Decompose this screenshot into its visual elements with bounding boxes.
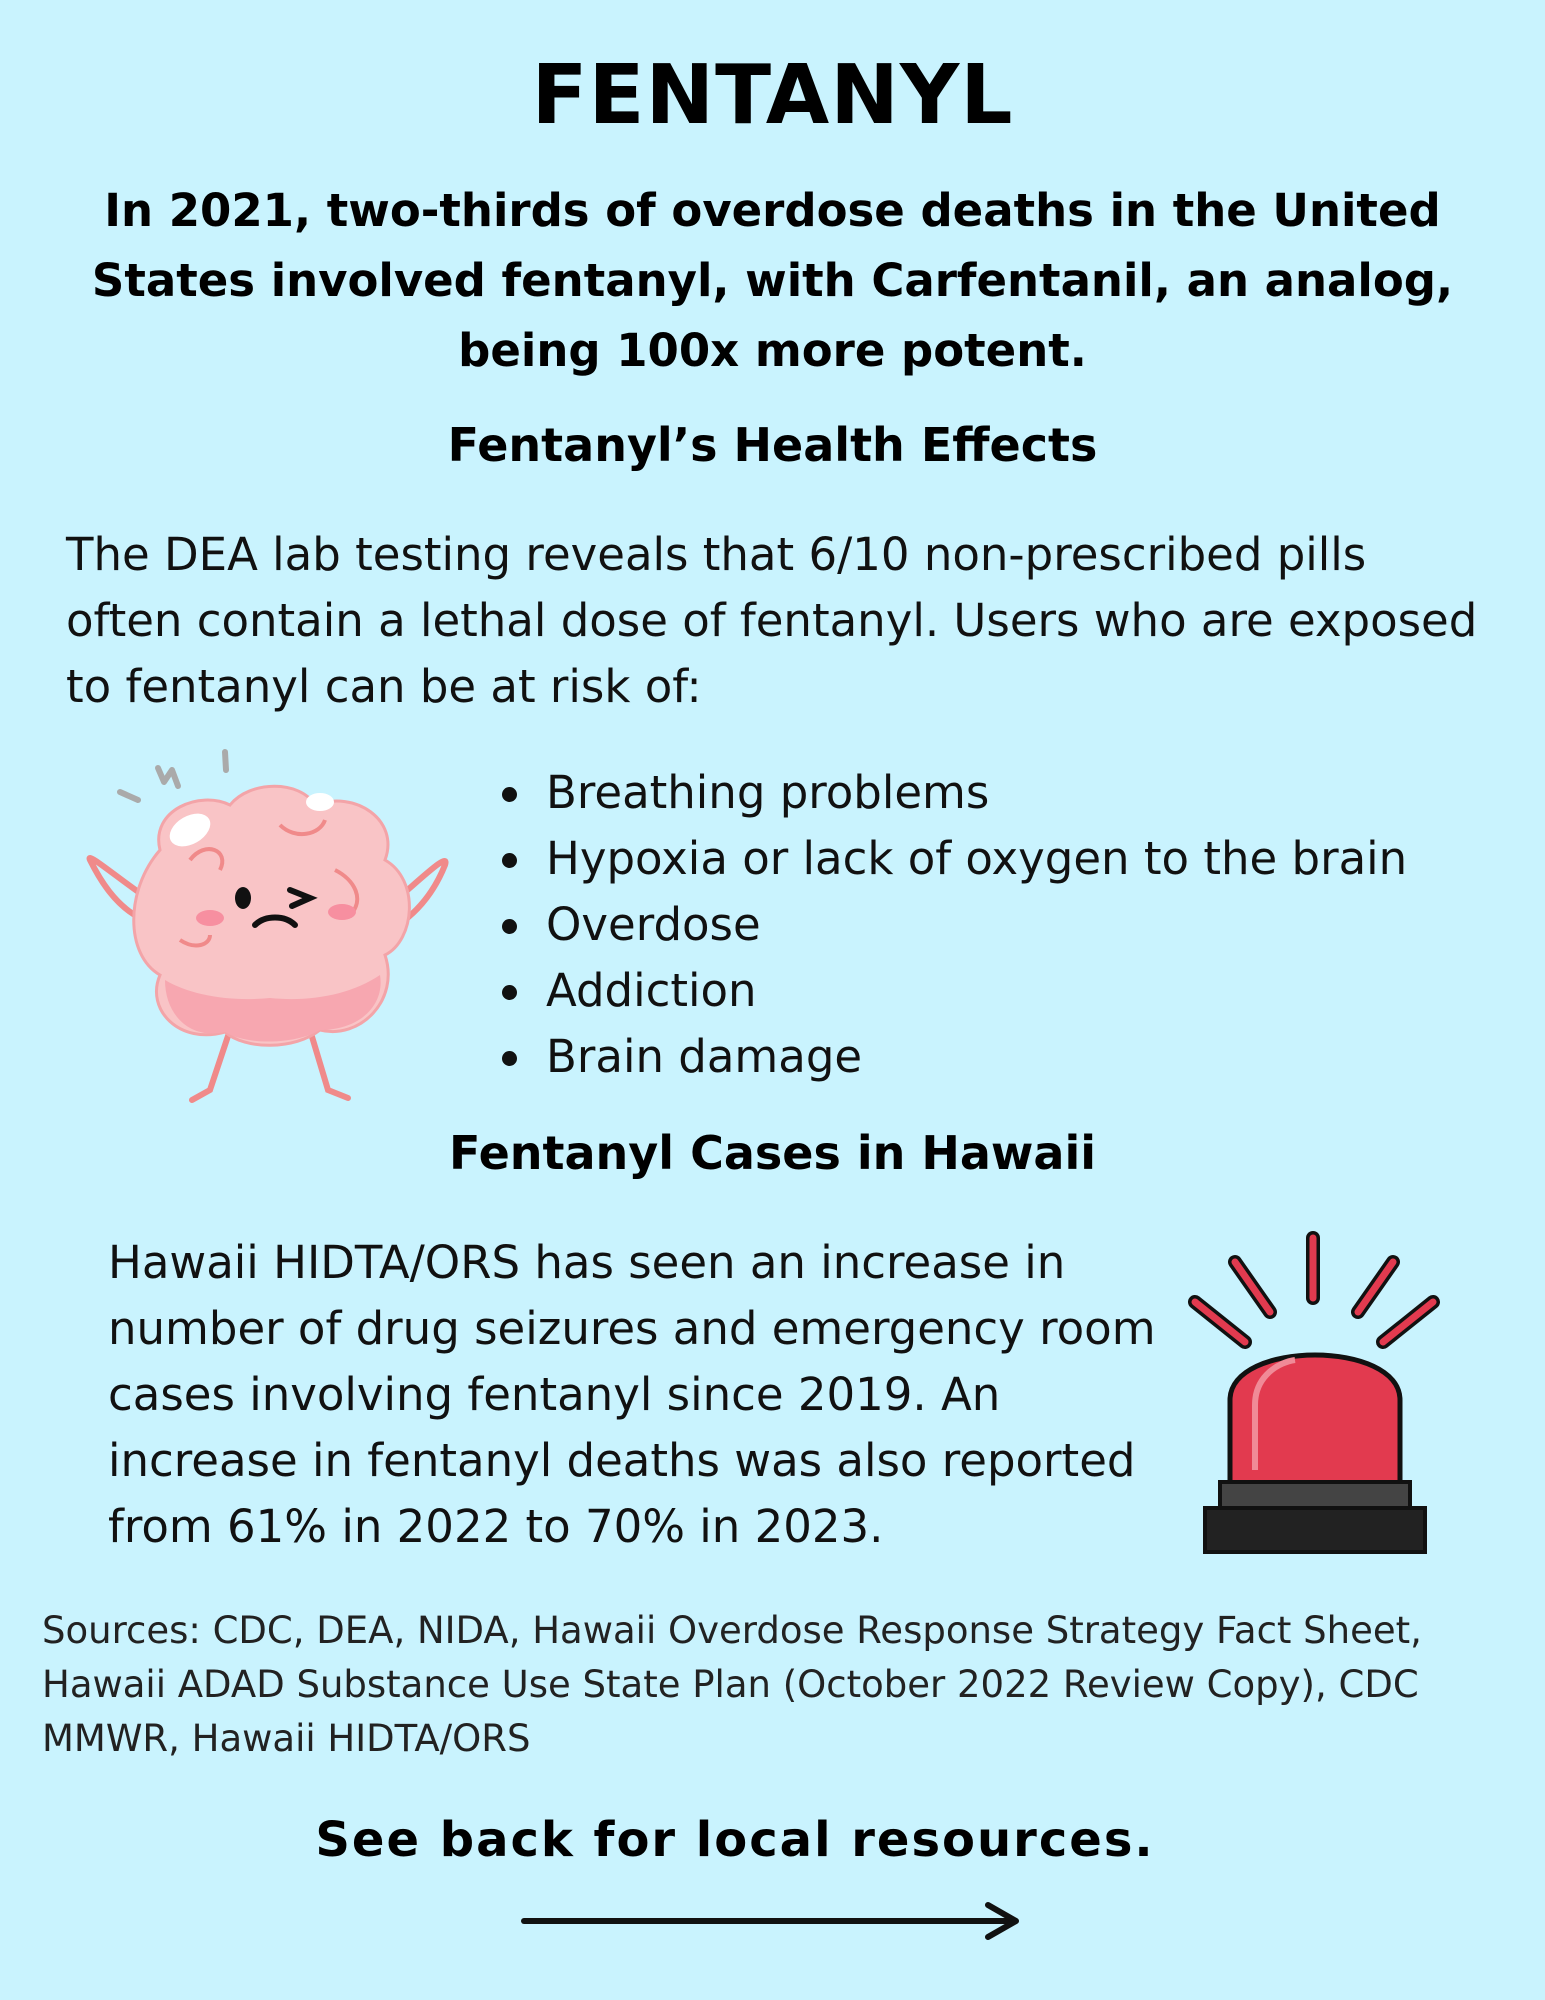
health-effects-heading: Fentanyl’s Health Effects: [447, 418, 1098, 472]
lead-statement: In 2021, two-thirds of overdose deaths in the United States involved fentanyl, with Carfentanil, an analog, being 100x more potent.: [91, 184, 1454, 377]
right-arrow-icon: [520, 1900, 1025, 1942]
sources-note: Sources: CDC, DEA, NIDA, Hawaii Overdose Response Strategy Fact Sheet, Hawaii ADAD Substance Use State Plan (October 2022 Review Copy), CDC MMWR, Hawaii HIDTA/ORS: [42, 1609, 1422, 1760]
back-page-callout: See back for local resources.: [315, 1812, 1155, 1868]
list-item: Hypoxia or lack of oxygen to the brain: [490, 826, 1407, 892]
alarm-siren-icon: [1185, 1230, 1445, 1560]
hawaii-paragraph: Hawaii HIDTA/ORS has seen an increase in number of drug seizures and emergency room cases involving fentanyl since 2019. An increase in fentanyl deaths was also reported from 61% in 2022 to 70% in 2023.: [108, 1236, 1156, 1553]
worried-brain-icon: [80, 740, 460, 1110]
page-title: FENTANYL: [531, 48, 1014, 143]
list-item: Brain damage: [490, 1024, 1407, 1090]
list-item: Breathing problems: [490, 760, 1407, 826]
dea-paragraph: The DEA lab testing reveals that 6/10 non-prescribed pills often contain a lethal dose of fentanyl. Users who are exposed to fentanyl can be at risk of:: [66, 528, 1478, 713]
list-item: Overdose: [490, 892, 1407, 958]
risk-list: [490, 760, 1407, 1090]
hawaii-cases-heading: Fentanyl Cases in Hawaii: [449, 1126, 1096, 1180]
list-item: Addiction: [490, 958, 1407, 1024]
